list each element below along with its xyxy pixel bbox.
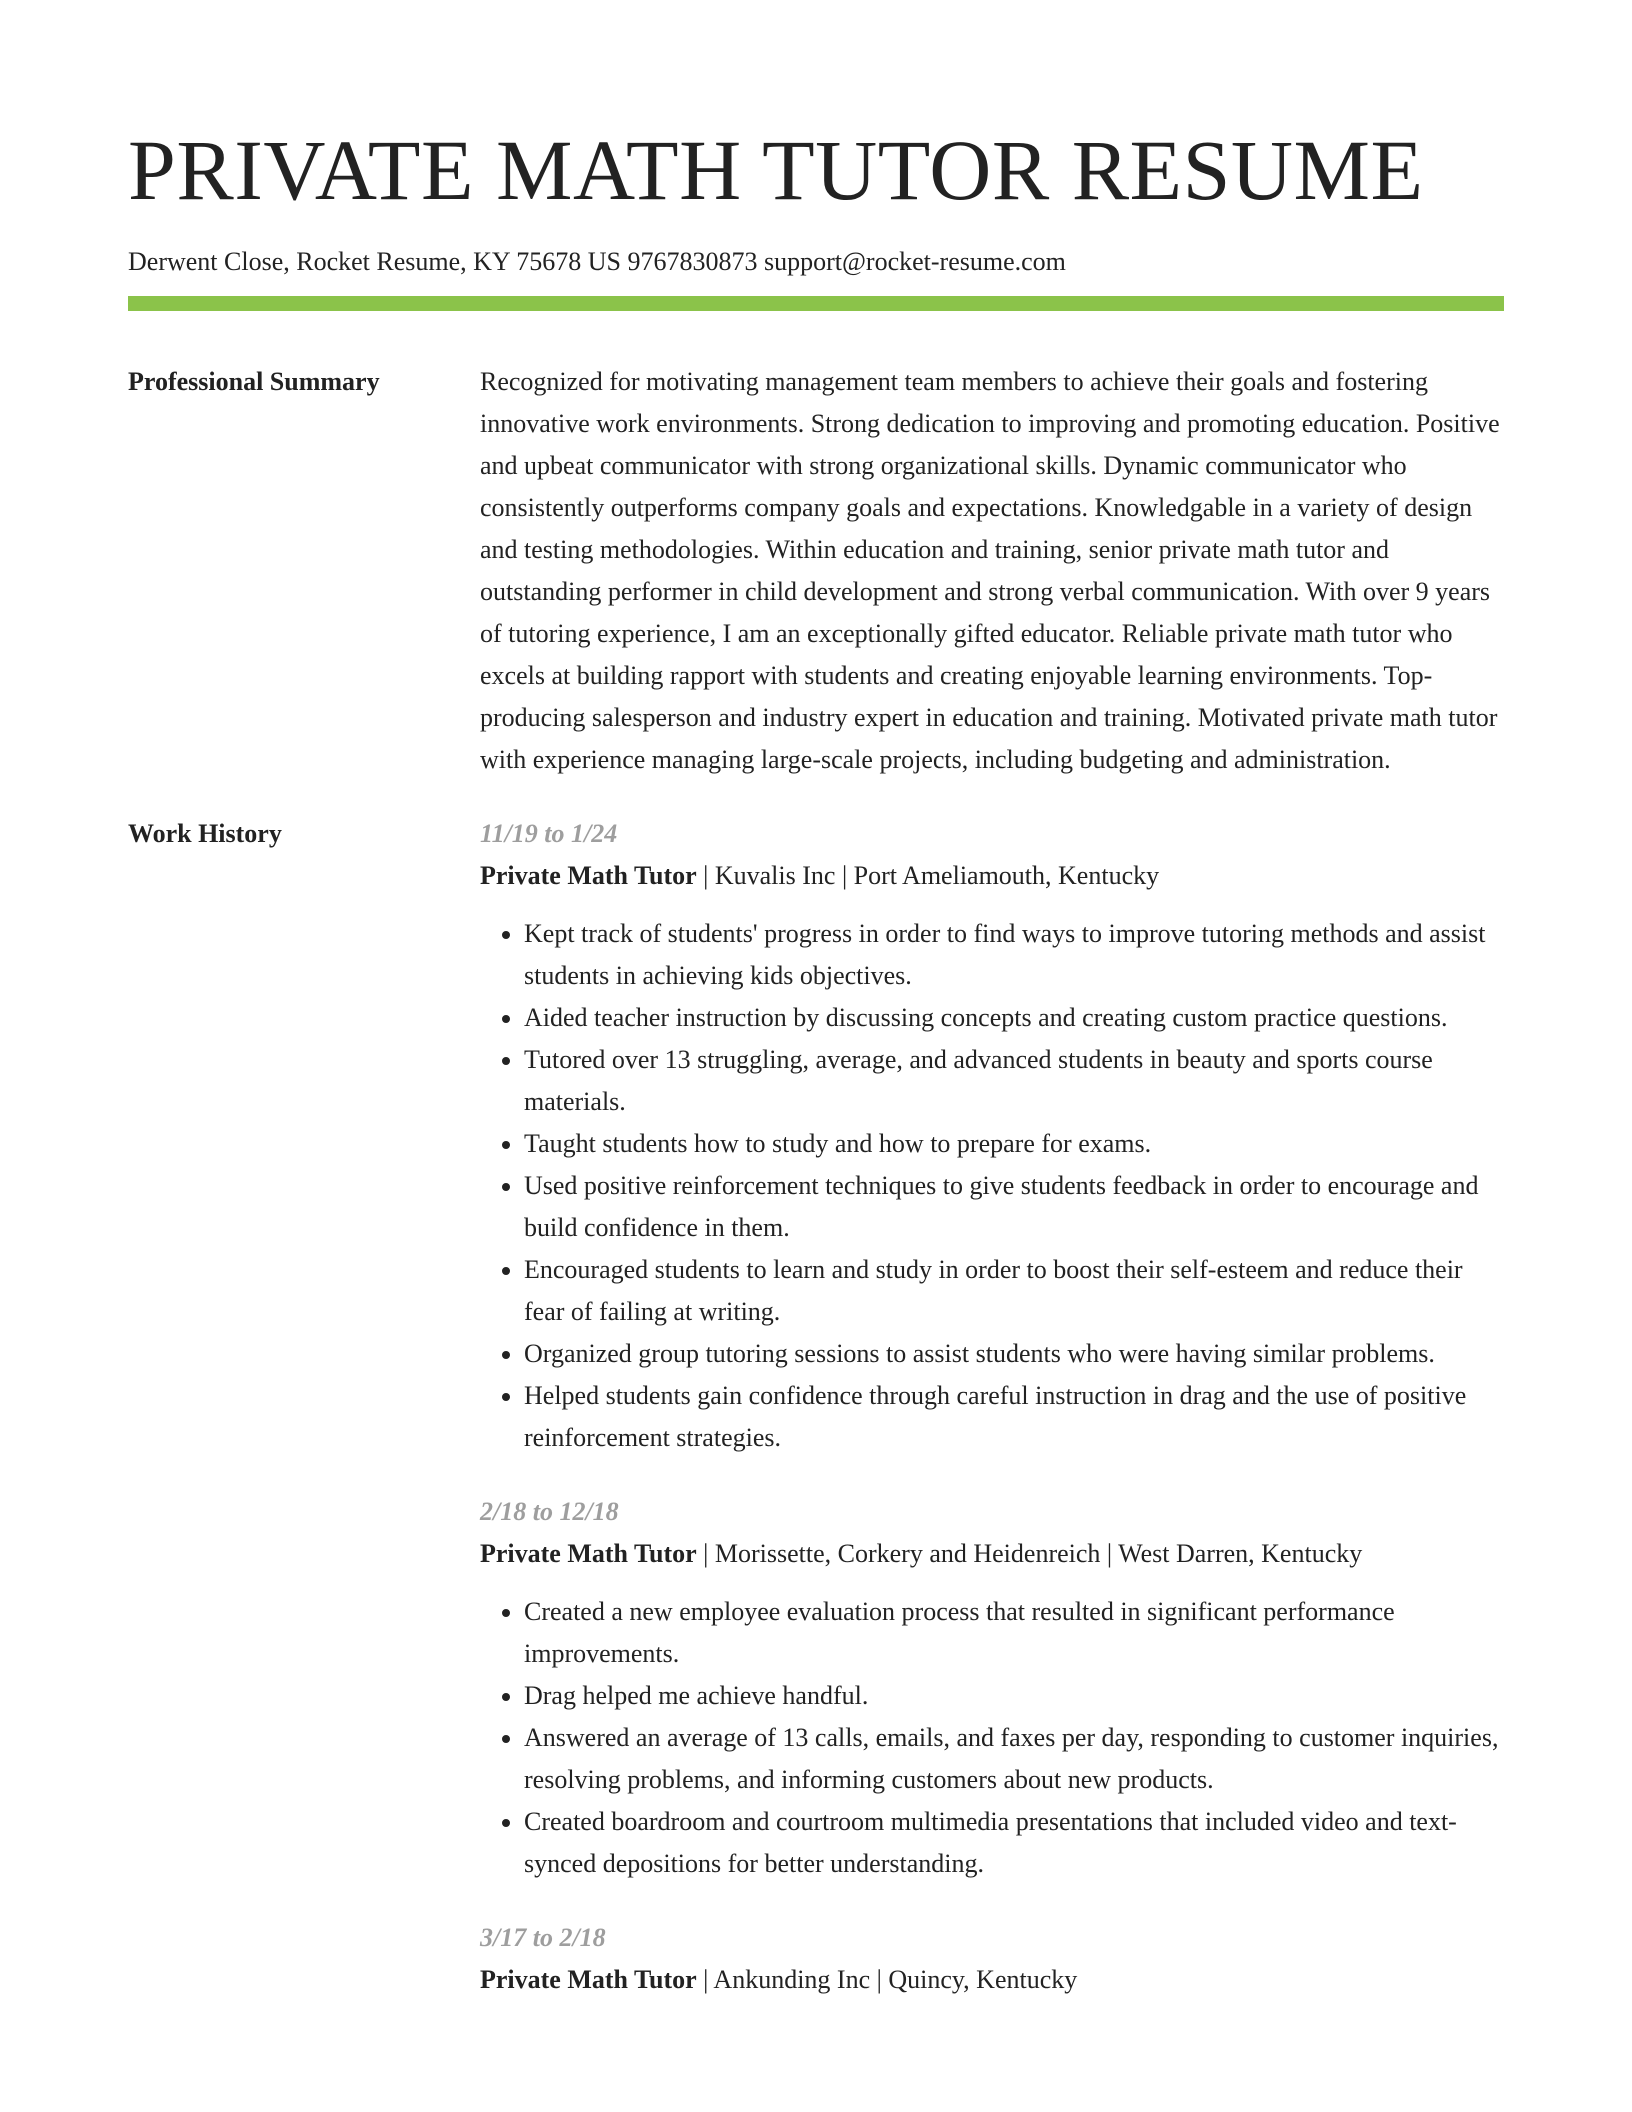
job-bullet: • Helped students gain confidence through careful instruction in drag and the use of positive reinforcement strategies.: [524, 1375, 1504, 1459]
summary-section: [128, 361, 1504, 781]
job-bullet: • Encouraged students to learn and study in order to boost their self-esteem and reduce their fear of failing at writing.: [524, 1249, 1504, 1333]
job-title: Private Math Tutor: [480, 861, 697, 890]
work-history-section: [128, 813, 1504, 2033]
resume-title: PRIVATE MATH TUTOR RESUME: [128, 122, 1424, 218]
summary-heading: Professional Summary: [128, 367, 380, 396]
job-bullet: • Kept track of students' progress in order to find ways to improve tutoring methods and assist students in achieving kids objectives.: [524, 913, 1504, 997]
job-dates: 3/17 to 2/18: [480, 1923, 606, 1952]
job-bullet: • Answered an average of 13 calls, emails, and faxes per day, responding to customer inquiries, resolving problems, and informing customers about new products.: [524, 1717, 1504, 1801]
job-heading: [480, 1533, 1504, 1575]
job-entry: [480, 1491, 1504, 1885]
job-dates: 2/18 to 12/18: [480, 1497, 619, 1526]
job-bullet: • Aided teacher instruction by discussing concepts and creating custom practice questions.: [524, 997, 1504, 1039]
job-bullet: • Created boardroom and courtroom multimedia presentations that included video and text-synced depositions for better understanding.: [524, 1801, 1504, 1885]
summary-body: [480, 361, 1504, 781]
job-dates: 11/19 to 1/24: [480, 819, 618, 848]
job-heading: [480, 855, 1504, 897]
job-title: Private Math Tutor: [480, 1539, 697, 1568]
job-company-location: | Morissette, Corkery and Heidenreich | West Darren, Kentucky: [696, 1539, 1363, 1568]
header-accent-rule: [128, 296, 1504, 311]
job-heading: [480, 1959, 1504, 2001]
job-entry: [480, 1917, 1504, 2001]
contact-line: Derwent Close, Rocket Resume, KY 75678 US 9767830873 support@rocket-resume.com: [128, 247, 1066, 276]
work-history-heading: Work History: [128, 819, 282, 848]
job-company-location: | Kuvalis Inc | Port Ameliamouth, Kentucky: [696, 861, 1160, 890]
job-title: Private Math Tutor: [480, 1965, 697, 1994]
job-bullet: • Organized group tutoring sessions to assist students who were having similar problems.: [524, 1333, 1504, 1375]
job-bullet-list: [480, 1591, 1504, 1885]
work-history-body: [480, 813, 1504, 2033]
job-bullet: • Created a new employee evaluation process that resulted in significant performance improvements.: [524, 1591, 1504, 1675]
summary-text: Recognized for motivating management team members to achieve their goals and fostering innovative work environments. Strong dedication to improving and promoting education. Positive and upbeat communicator with strong organizational skills. Dynamic communicator who consistently outperforms company goals and expectations. Knowledgable in a variety of design and testing methodologies. Within education and training, senior private math tutor and outstanding performer in child development and strong verbal communication. With over 9 years of tutoring experience, I am an exceptionally gifted educator. Reliable private math tutor who excels at building rapport with students and creating enjoyable learning environments. Top-producing salesperson and industry expert in education and training. Motivated private math tutor with experience managing large-scale projects, including budgeting and administration.: [480, 367, 1500, 774]
job-bullet-list: [480, 913, 1504, 1459]
job-bullet: • Tutored over 13 struggling, average, and advanced students in beauty and sports course materials.: [524, 1039, 1504, 1123]
job-bullet: • Taught students how to study and how to prepare for exams.: [524, 1123, 1504, 1165]
job-company-location: | Ankunding Inc | Quincy, Kentucky: [696, 1965, 1078, 1994]
job-entry: [480, 813, 1504, 1459]
job-bullet: • Used positive reinforcement techniques to give students feedback in order to encourage and build confidence in them.: [524, 1165, 1504, 1249]
job-bullet: • Drag helped me achieve handful.: [524, 1675, 1504, 1717]
resume-page: [128, 0, 1504, 2033]
